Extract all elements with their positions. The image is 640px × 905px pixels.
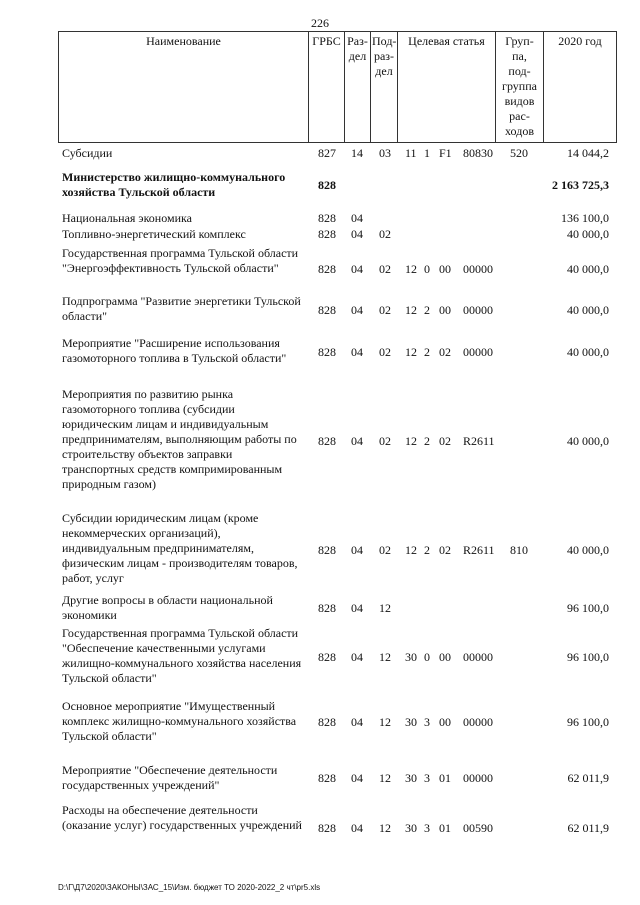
row-name: Подпрограмма "Развитие энергетики Тульской области" (62, 294, 301, 323)
row-article-code: 00000 (463, 771, 493, 785)
row-article-program: 12 (405, 434, 417, 448)
row-grbs: 828 (318, 821, 336, 835)
row-razdel: 04 (351, 650, 363, 664)
row-grbs: 828 (318, 303, 336, 317)
row-podrazdel: 12 (379, 771, 391, 785)
row-article-code: R2611 (463, 543, 495, 557)
row-amount: 96 100,0 (567, 715, 609, 729)
row-grbs: 828 (318, 262, 336, 276)
row-article-event: 02 (439, 345, 451, 359)
row-article-subprogram: 0 (424, 650, 430, 664)
row-article-subprogram: 3 (424, 821, 430, 835)
row-article-event: 02 (439, 543, 451, 557)
row-podrazdel: 02 (379, 303, 391, 317)
row-grbs: 828 (318, 227, 336, 241)
row-article-event: F1 (439, 146, 452, 160)
row-name: Национальная экономика (62, 211, 192, 225)
row-name: Государственная программа Тульской области "Обеспечение качественными услугами жилищно-коммунального хозяйства населения Тульской области" (62, 626, 302, 685)
row-article-event: 01 (439, 771, 451, 785)
row-podrazdel: 02 (379, 345, 391, 359)
row-article-program: 12 (405, 303, 417, 317)
row-podrazdel: 12 (379, 715, 391, 729)
row-article-subprogram: 2 (424, 345, 430, 359)
row-expense-group: 810 (510, 543, 528, 557)
row-name: Мероприятия по развитию рынка газомоторного топлива (субсидии юридическим лицам и индивидуальным предпринимателям, выполняющим работы по строительству объектов заправки транспортных средств компримированным природным газом) (62, 387, 297, 491)
row-article-code: R2611 (463, 434, 495, 448)
row-amount: 96 100,0 (567, 601, 609, 615)
row-amount: 40 000,0 (567, 543, 609, 557)
row-grbs: 827 (318, 146, 336, 160)
row-podrazdel: 02 (379, 262, 391, 276)
row-article-program: 30 (405, 821, 417, 835)
row-podrazdel: 02 (379, 227, 391, 241)
row-article-subprogram: 2 (424, 434, 430, 448)
row-amount: 62 011,9 (567, 771, 609, 785)
row-name: Расходы на обеспечение деятельности (оказание услуг) государственных учреждений (62, 803, 302, 832)
row-podrazdel: 12 (379, 650, 391, 664)
row-article-program: 12 (405, 543, 417, 557)
row-name: Субсидии (62, 146, 113, 160)
row-article-subprogram: 3 (424, 771, 430, 785)
row-razdel: 04 (351, 211, 363, 225)
row-article-subprogram: 1 (424, 146, 430, 160)
row-article-program: 11 (405, 146, 417, 160)
row-expense-group: 520 (510, 146, 528, 160)
row-article-event: 00 (439, 650, 451, 664)
row-razdel: 04 (351, 227, 363, 241)
row-article-code: 00000 (463, 715, 493, 729)
page-number: 226 (311, 16, 329, 30)
row-razdel: 04 (351, 345, 363, 359)
row-article-code: 00590 (463, 821, 493, 835)
row-amount: 40 000,0 (567, 262, 609, 276)
row-name: Мероприятие "Расширение использования газомоторного топлива в Тульской области" (62, 336, 287, 365)
row-grbs: 828 (318, 771, 336, 785)
row-name: Министерство жилищно-коммунального хозяйства Тульской области (62, 170, 286, 199)
row-amount: 40 000,0 (567, 345, 609, 359)
row-grbs: 828 (318, 434, 336, 448)
row-razdel: 04 (351, 543, 363, 557)
row-article-code: 80830 (463, 146, 493, 160)
row-grbs: 828 (318, 543, 336, 557)
row-article-code: 00000 (463, 303, 493, 317)
row-razdel: 14 (351, 146, 363, 160)
row-razdel: 04 (351, 262, 363, 276)
row-amount: 40 000,0 (567, 434, 609, 448)
row-name: Мероприятие "Обеспечение деятельности государственных учреждений" (62, 763, 278, 792)
row-article-subprogram: 2 (424, 543, 430, 557)
file-path-footer: D:\Г\Д7\2020\ЗАКОНЫ\ЗАС_15\Изм. бюджет ТО 2020-2022_2 чт\pr5.xls (58, 883, 321, 892)
header-razdel: Раз- дел (345, 32, 371, 143)
row-article-event: 00 (439, 262, 451, 276)
row-amount: 14 044,2 (567, 146, 609, 160)
row-article-program: 30 (405, 715, 417, 729)
row-razdel: 04 (351, 771, 363, 785)
row-grbs: 828 (318, 345, 336, 359)
row-podrazdel: 03 (379, 146, 391, 160)
row-article-program: 12 (405, 345, 417, 359)
row-grbs: 828 (318, 178, 336, 192)
row-article-subprogram: 2 (424, 303, 430, 317)
row-podrazdel: 12 (379, 821, 391, 835)
row-article-event: 01 (439, 821, 451, 835)
row-article-program: 12 (405, 262, 417, 276)
row-article-event: 00 (439, 715, 451, 729)
row-grbs: 828 (318, 650, 336, 664)
row-article-code: 00000 (463, 650, 493, 664)
row-name: Основное мероприятие "Имущественный комплекс жилищно-коммунального хозяйства Тульской области" (62, 699, 297, 743)
row-razdel: 04 (351, 715, 363, 729)
row-grbs: 828 (318, 715, 336, 729)
row-article-event: 00 (439, 303, 451, 317)
row-razdel: 04 (351, 303, 363, 317)
header-podrazdel: Под- раз- дел (371, 32, 398, 143)
header-name: Наименование (59, 32, 309, 143)
row-name: Субсидии юридическим лицам (кроме некоммерческих организаций), индивидуальным предпринимателям, физическим лицам - производителям товаров, работ, услуг (62, 511, 298, 585)
header-year: 2020 год (544, 32, 617, 143)
row-article-code: 00000 (463, 262, 493, 276)
row-article-subprogram: 3 (424, 715, 430, 729)
row-name: Другие вопросы в области национальной экономики (62, 593, 273, 622)
row-article-event: 02 (439, 434, 451, 448)
row-grbs: 828 (318, 211, 336, 225)
row-razdel: 04 (351, 601, 363, 615)
header-group: Груп- па, под- группа видов рас- ходов (496, 32, 544, 143)
row-name: Государственная программа Тульской области "Энергоэффективность Тульской области" (62, 246, 299, 275)
row-article-program: 30 (405, 771, 417, 785)
row-amount: 96 100,0 (567, 650, 609, 664)
row-podrazdel: 02 (379, 434, 391, 448)
row-grbs: 828 (318, 601, 336, 615)
row-razdel: 04 (351, 821, 363, 835)
table-header (58, 31, 617, 143)
header-grbs: ГРБС (309, 32, 345, 143)
row-article-subprogram: 0 (424, 262, 430, 276)
header-article: Целевая статья (398, 32, 496, 143)
row-article-program: 30 (405, 650, 417, 664)
row-amount: 62 011,9 (567, 821, 609, 835)
row-amount: 40 000,0 (567, 227, 609, 241)
row-name: Топливно-энергетический комплекс (62, 227, 246, 241)
row-podrazdel: 02 (379, 543, 391, 557)
row-amount: 40 000,0 (567, 303, 609, 317)
row-razdel: 04 (351, 434, 363, 448)
row-podrazdel: 12 (379, 601, 391, 615)
row-article-code: 00000 (463, 345, 493, 359)
row-amount: 2 163 725,3 (552, 178, 609, 192)
row-amount: 136 100,0 (561, 211, 609, 225)
